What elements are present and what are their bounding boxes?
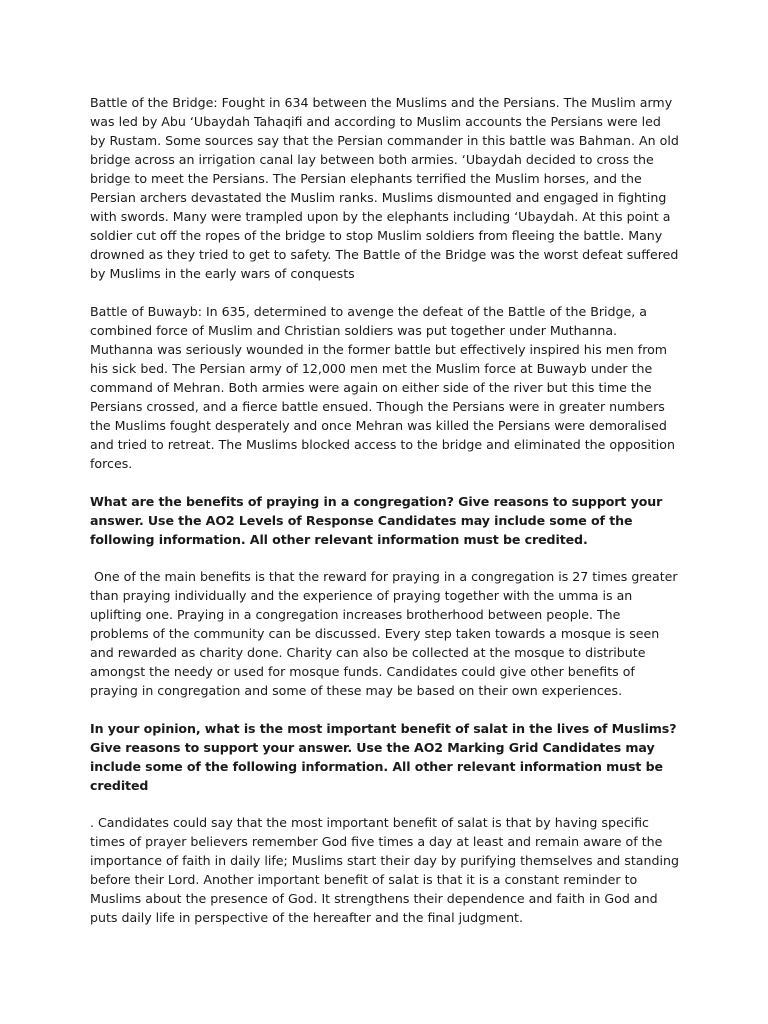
document-page [90, 93, 680, 946]
answer-congregation-benefits: One of the main benefits is that the reward for praying in a congregation is 27 times greater than praying individually and the experience of praying together with the umma is an uplifting one. Praying in a congregation increases brotherhood between people. The problems of the community can be discussed. Every step taken towards a mosque is seen and rewarded as charity done. Charity can also be collected at the mosque to distribute amongst the needy or used for mosque funds. Candidates could give other benefits of praying in congregation and some of these may be based on their own experiences. [90, 569, 682, 698]
paragraph-battle-of-the-bridge: Battle of the Bridge: Fought in 634 between the Muslims and the Persians. The Muslim army was led by Abu ‘Ubaydah Tahaqifi and according to Muslim accounts the Persians were led by Rustam. Some sources say that the Persian commander in this battle was Bahman. An old bridge across an irrigation canal lay between both armies. ‘Ubaydah decided to cross the bridge to meet the Persians. The Persian elephants terrified the Muslim horses, and the Persian archers devastated the Muslim ranks. Muslims dismounted and engaged in fighting with swords. Many were trampled upon by the elephants including ‘Ubaydah. At this point a soldier cut off the ropes of the bridge to stop Muslim soldiers from fleeing the battle. Many drowned as they tried to get to safety. The Battle of the Bridge was the worst defeat suffered by Muslims in the early wars of conquests [90, 95, 679, 281]
question-congregation-benefits: What are the benefits of praying in a congregation? Give reasons to support your answer. Use the AO2 Levels of Response Candidates may include some of the following information. All other relevant information must be credited. [90, 494, 663, 547]
question-salat-benefit: In your opinion, what is the most important benefit of salat in the lives of Muslims? Give reasons to support your answer. Use the AO2 Marking Grid Candidates may include some of the following information. All other relevant information must be credited [90, 721, 677, 793]
answer-salat-benefit: . Candidates could say that the most important benefit of salat is that by having specific times of prayer believers remember God five times a day at least and remain aware of the importance of faith in daily life; Muslims start their day by purifying themselves and standing before their Lord. Another important benefit of salat is that it is a constant reminder to Muslims about the presence of God. It strengthens their dependence and faith in God and puts daily life in perspective of the hereafter and the final judgment. [90, 815, 679, 925]
paragraph-battle-of-buwayb: Battle of Buwayb: In 635, determined to avenge the defeat of the Battle of the Bridge, a combined force of Muslim and Christian soldiers was put together under Muthanna. Muthanna was seriously wounded in the former battle but effectively inspired his men from his sick bed. The Persian army of 12,000 men met the Muslim force at Buwayb under the command of Mehran. Both armies were again on either side of the river but this time the Persians crossed, and a fierce battle ensued. Though the Persians were in greater numbers the Muslims fought desperately and once Mehran was killed the Persians were demoralised and tried to retreat. The Muslims blocked access to the bridge and eliminated the opposition forces. [90, 304, 675, 471]
